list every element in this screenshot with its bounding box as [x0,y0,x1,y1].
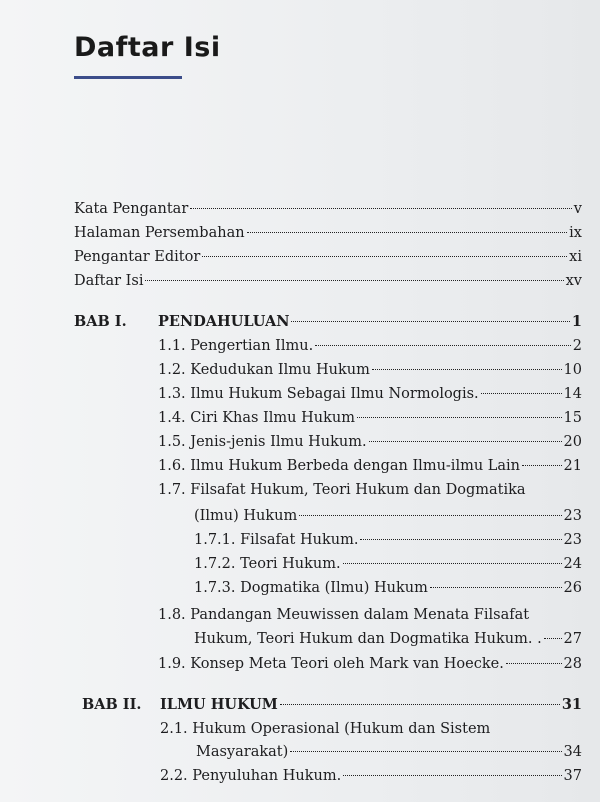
entry-label: (Ilmu) Hukum [194,508,298,524]
toc-entry [158,433,582,451]
entry-page: 1 [571,313,582,330]
leader-dots [202,256,567,257]
entry-page: 21 [563,458,582,474]
entry-page: ix [569,225,582,241]
toc-entry [158,457,582,475]
leader-dots [372,369,562,370]
entry-label: 1.7.2. Teori Hukum. [194,556,341,572]
entry-page: 24 [563,556,582,572]
toc-entry-continuation [194,507,582,525]
entry-page: 23 [563,532,582,548]
entry-label: 1.8. Pandangan Meuwissen dalam Menata Filsafat [158,607,530,623]
toc-entry [158,606,582,624]
entry-page: 27 [563,631,582,647]
title-underline [74,76,182,79]
toc-entry-continuation [196,743,582,761]
chapter-number: BAB II. [82,696,142,713]
leader-dots [343,563,562,564]
page-title: Daftar Isi [74,32,221,63]
toc-entry-continuation [194,630,582,648]
entry-page: 37 [563,768,582,784]
entry-page: 23 [563,508,582,524]
leader-dots [544,638,562,639]
toc-entry-halaman-persembahan [74,224,582,242]
leader-dots [357,417,562,418]
leader-dots [315,345,571,346]
entry-label: Hukum, Teori Hukum dan Dogmatika Hukum. . [194,631,542,647]
entry-page: xv [565,273,582,289]
entry-page: 34 [563,744,582,760]
leader-dots [247,232,568,233]
entry-label: Pengantar Editor [74,249,201,265]
leader-dots [190,208,572,209]
chapter-title: ILMU HUKUM [160,696,278,713]
leader-dots [430,587,562,588]
entry-page: v [573,201,582,217]
leader-dots [506,663,562,664]
toc-entry [158,385,582,403]
toc-subentry [194,555,582,573]
toc-entry [158,481,582,499]
entry-page: 20 [563,434,582,450]
entry-page: 28 [563,656,582,672]
entry-label: Daftar Isi [74,273,144,289]
toc-entry-kata-pengantar [74,200,582,218]
entry-label: 1.6. Ilmu Hukum Berbeda dengan Ilmu-ilmu Lain [158,458,521,474]
entry-page: 31 [561,696,582,713]
entry-label: 1.7. Filsafat Hukum, Teori Hukum dan Dogmatika [158,482,526,498]
entry-page: 14 [563,386,582,402]
entry-page: 2 [572,338,582,354]
leader-dots [145,280,563,281]
toc-entry [160,720,582,738]
entry-label: 1.9. Konsep Meta Teori oleh Mark van Hoecke. [158,656,504,672]
entry-page: 15 [563,410,582,426]
entry-label: 2.1. Hukum Operasional (Hukum dan Sistem [160,721,491,737]
leader-dots [280,704,560,705]
chapter-title-row [158,313,582,331]
toc-entry [158,655,582,673]
toc-entry [158,409,582,427]
entry-label: Masyarakat) [196,744,289,760]
entry-label: 1.1. Pengertian Ilmu. [158,338,314,354]
leader-dots [522,465,562,466]
entry-label: 1.7.3. Dogmatika (Ilmu) Hukum [194,580,428,596]
entry-label: 2.2. Penyuluhan Hukum. [160,768,342,784]
entry-page: 10 [563,362,582,378]
chapter-number: BAB I. [74,313,127,330]
leader-dots [290,751,561,752]
leader-dots [481,393,562,394]
leader-dots [360,539,561,540]
entry-page: 26 [563,580,582,596]
toc-entry [158,361,582,379]
chapter-title-row [160,696,582,714]
entry-page: xi [569,249,582,265]
leader-dots [343,775,561,776]
entry-label: 1.7.1. Filsafat Hukum. [194,532,359,548]
chapter-title: PENDAHULUAN [158,313,290,330]
entry-label: Kata Pengantar [74,201,189,217]
toc-subentry [194,579,582,597]
entry-label: 1.4. Ciri Khas Ilmu Hukum [158,410,355,426]
entry-label: Halaman Persembahan [74,225,245,241]
entry-label: 1.2. Kedudukan Ilmu Hukum [158,362,370,378]
leader-dots [299,515,561,516]
leader-dots [291,321,569,322]
leader-dots [369,441,562,442]
entry-label: 1.3. Ilmu Hukum Sebagai Ilmu Normologis. [158,386,479,402]
toc-entry [158,337,582,355]
toc-entry [160,767,582,785]
toc-entry-daftar-isi [74,272,582,290]
entry-label: 1.5. Jenis-jenis Ilmu Hukum. [158,434,367,450]
toc-entry-pengantar-editor [74,248,582,266]
toc-subentry [194,531,582,549]
